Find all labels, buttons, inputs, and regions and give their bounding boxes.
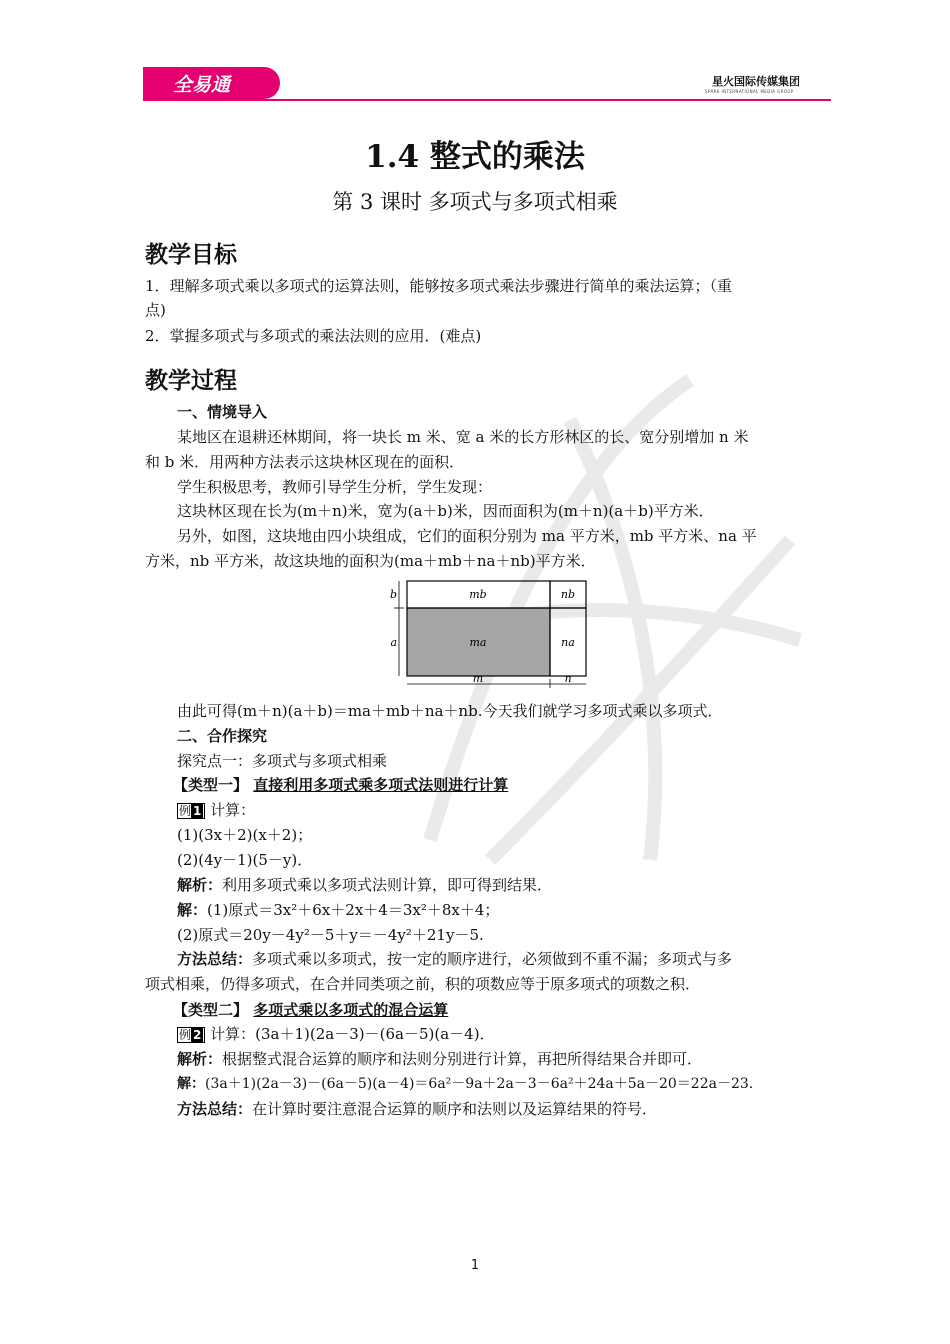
example-1-text: 计算： bbox=[210, 801, 256, 819]
summary-1-line-b: 项式相乘，仍得多项式，在合并同类项之前，积的项数应等于原多项式的项数之积． bbox=[145, 975, 701, 993]
paragraph-4b: 方米，nb 平方米，故这块地的面积为(ma＋mb＋na＋nb)平方米． bbox=[145, 552, 596, 570]
paragraph-5: 由此可得(m＋n)(a＋b)＝ma＋mb＋na＋nb.今天我们就学习多项式乘以多项式． bbox=[177, 702, 723, 720]
explore-point: 探究点一：多项式与多项式相乘 bbox=[177, 752, 388, 770]
label-m: m bbox=[472, 672, 484, 685]
label-a: a bbox=[390, 636, 397, 649]
label-na: na bbox=[561, 636, 575, 649]
example-1-question-1: (1)(3x＋2)(x＋2)； bbox=[177, 826, 313, 844]
summary-1-line-a bbox=[177, 947, 807, 971]
summary-2-text: 在计算时要注意混合运算的顺序和法则以及运算结果的符号． bbox=[252, 1100, 658, 1118]
section-heading-process: 教学过程 bbox=[145, 368, 237, 394]
paragraph-1a: 某地区在退耕还林期间，将一块长 m 米、宽 a 米的长方形林区的长、宽分别增加 n 米 bbox=[177, 428, 749, 446]
solution-text-2: (3a＋1)(2a－3)－(6a－5)(a－4)＝6a²－9a＋2a－3－6a²＋24a＋5a－20＝22a－23. bbox=[205, 1076, 754, 1092]
section-heading-goals: 教学目标 bbox=[145, 242, 237, 268]
summary-1-label: 方法总结： bbox=[177, 950, 253, 968]
paragraph-2: 学生积极思考，教师引导学生分析，学生发现： bbox=[177, 478, 493, 496]
solution-label-2: 解： bbox=[177, 1076, 205, 1092]
type-1-title: 直接利用多项式乘多项式法则进行计算 bbox=[253, 776, 509, 794]
example-2-badge bbox=[177, 1027, 205, 1043]
header-rule bbox=[143, 99, 831, 101]
brand-subtitle: SPARK INTERNATIONAL MEDIA GROUP bbox=[705, 89, 794, 94]
paragraph-4a: 另外，如图，这块地由四小块组成，它们的面积分别为 ma 平方米，mb 平方米、na 平 bbox=[177, 527, 757, 545]
example-2-analysis bbox=[177, 1047, 807, 1071]
goal-2: 2．掌握多项式与多项式的乘法法则的应用．(难点) bbox=[145, 327, 482, 345]
example-2-text: 计算：(3a＋1)(2a－3)－(6a－5)(a－4)． bbox=[210, 1025, 495, 1043]
type-2-bracket: 【类型二】 bbox=[173, 1001, 249, 1019]
analysis-label: 解析： bbox=[177, 876, 223, 894]
label-nb: nb bbox=[560, 588, 576, 601]
label-ma: ma bbox=[469, 636, 487, 649]
summary-1-text-a: 多项式乘以多项式，按一定的顺序进行，必须做到不重不漏；多项式与多 bbox=[252, 950, 733, 968]
example-1-tag: 例 bbox=[179, 804, 192, 818]
example-1-question-2: (2)(4y－1)(5－y)． bbox=[177, 851, 313, 869]
example-2-number: 2 bbox=[193, 1028, 202, 1042]
page-title: 1.4 整式的乘法 bbox=[365, 139, 585, 175]
example-1-analysis bbox=[177, 873, 807, 897]
label-n: n bbox=[564, 672, 572, 685]
summary-2-label: 方法总结： bbox=[177, 1100, 253, 1118]
example-2-tag: 例 bbox=[179, 1028, 192, 1042]
analysis-label-2: 解析： bbox=[177, 1050, 223, 1068]
label-b: b bbox=[389, 588, 397, 601]
paragraph-1b: 和 b 米．用两种方法表示这块林区现在的面积． bbox=[145, 453, 465, 471]
summary-2 bbox=[177, 1097, 807, 1121]
type-2-title: 多项式乘以多项式的混合运算 bbox=[253, 1001, 449, 1019]
area-diagram bbox=[388, 578, 598, 690]
brand-name: 星火国际传媒集团 bbox=[712, 75, 800, 88]
example-1-prompt bbox=[177, 798, 807, 822]
example-1-badge bbox=[177, 803, 205, 819]
goal-1-line-b: 点) bbox=[145, 301, 166, 319]
analysis-text: 利用多项式乘以多项式法则计算，即可得到结果． bbox=[222, 876, 553, 894]
type-2-heading bbox=[173, 998, 835, 1022]
page-subtitle: 第 3 课时 多项式与多项式相乘 bbox=[332, 190, 618, 214]
paragraph-3: 这块林区现在长为(m＋n)米，宽为(a＋b)米，因而面积为(m＋n)(a＋b)平方米． bbox=[177, 502, 714, 520]
part1-heading: 一、情境导入 bbox=[177, 403, 268, 421]
label-mb: mb bbox=[469, 588, 487, 601]
page-number: 1 bbox=[470, 1258, 480, 1273]
type-1-bracket: 【类型一】 bbox=[173, 776, 249, 794]
example-2-prompt bbox=[177, 1022, 807, 1046]
example-1-solution-2: (2)原式＝20y－4y²－5＋y＝－4y²＋21y－5. bbox=[177, 926, 484, 944]
example-1-solution-1 bbox=[177, 898, 807, 922]
goal-1-line-a: 1．理解多项式乘以多项式的运算法则，能够按多项式乘法步骤进行简单的乘法运算；（重 bbox=[145, 277, 733, 295]
analysis-text-2: 根据整式混合运算的顺序和法则分别进行计算，再把所得结果合并即可． bbox=[222, 1050, 703, 1068]
example-1-number: 1 bbox=[193, 804, 202, 818]
logo-text: 全易通 bbox=[173, 74, 231, 96]
type-1-heading bbox=[173, 773, 835, 797]
part2-heading: 二、合作探究 bbox=[177, 727, 268, 745]
solution-label: 解： bbox=[177, 901, 208, 919]
example-2-solution bbox=[177, 1072, 807, 1096]
solution-text-1: (1)原式＝3x²＋6x＋2x＋4＝3x²＋8x＋4； bbox=[207, 901, 500, 919]
logo-banner bbox=[143, 67, 280, 99]
